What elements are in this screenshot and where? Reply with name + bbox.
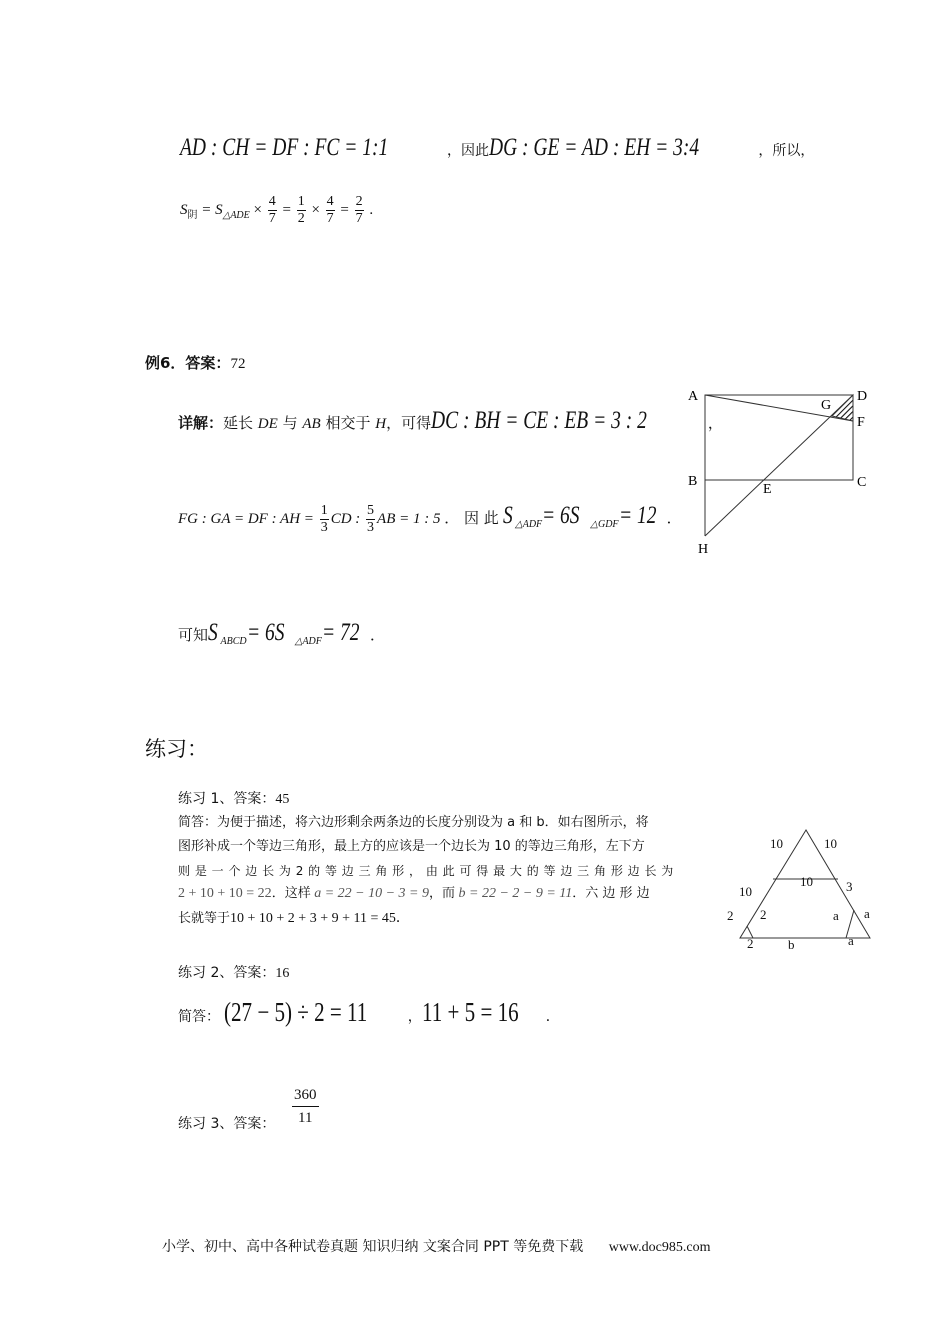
example6-detail-line1: 详解：延长 DE 与 AB 相交于 H，可得DC : BH = CE : EB = 3 : 2 ， (178, 404, 723, 438)
top-line1: AD : CH = DF : FC = 1:1 ，因此DG : GE = AD : EH = 3:4 ，所以， (180, 132, 814, 164)
example6-detail-line2: FG : GA = DF : AH = $\frac{1}{3}$ CD : $\frac{5}{3}$ AB = 1 : 5 ． 因 此 S $_{\triangle ADF}$= 6S $_{\triangle GDF}$= 12 ． (178, 502, 682, 536)
footer (162, 1236, 711, 1256)
label-c: C (857, 475, 867, 490)
fraction: $\frac{1}{2}$ (297, 194, 305, 227)
top-line2: $S_阴 = S_{\triangle ADE}$ × $\frac{4}{7}$ = $\frac{1}{2}$ × $\frac{4}{7}$ = $\frac{2}{7}$ . (180, 194, 374, 227)
ratio-dg-ge: DG : GE = AD : EH = 3:4 (489, 134, 700, 161)
practice1-heading: 练习 1、答案：45 (178, 791, 290, 807)
ratio-ad-ch: AD : CH = DF : FC = 1:1 (180, 134, 389, 161)
example6-detail-line3: 可知S $_{ABCD}$= 6S $_{\triangle ADF}$= 72 ． (178, 619, 386, 647)
practice3-heading: 练习 3、答案： (178, 1116, 276, 1132)
example6-heading: 例6．答案：72 (145, 354, 246, 372)
practice1-line4: 2 + 10 + 10 = 22．这样 a = 22 − 10 − 3 = 9，而 b = 22 − 2 − 9 = 11．六 边 形 边 (178, 886, 650, 901)
label-mid-10: 10 (800, 874, 813, 889)
label-g: G (821, 398, 832, 413)
ratio-dc-bh: DC : BH = CE : EB = 3 : 2 (431, 407, 647, 434)
fraction: $\frac{4}{7}$ (326, 194, 334, 227)
practice3-fraction: 360 11 (292, 1084, 319, 1129)
label-h: H (698, 542, 709, 557)
label-bottom-a: a (848, 933, 854, 948)
label-bottom-2: 2 (747, 936, 754, 951)
fraction: $\frac{2}{7}$ (355, 194, 363, 227)
label-right-a-inner: a (833, 908, 839, 923)
shaded-triangle-gdf (832, 395, 853, 421)
rectangle-figure (680, 380, 880, 570)
practice2-brief: 简答： (27 − 5) ÷ 2 = 11 ，11 + 5 = 16 ． (178, 997, 560, 1027)
label-left-2-outer: 2 (727, 908, 734, 923)
label-e: E (763, 482, 772, 497)
label-right-3: 3 (846, 879, 853, 894)
label-top-right-10: 10 (824, 836, 837, 851)
label-d: D (857, 389, 868, 404)
triangle-figure (720, 820, 880, 955)
practice-title: 练习： (145, 737, 208, 761)
fraction: $\frac{1}{3}$ (320, 503, 328, 536)
practice1-line5: 长就等于10 + 10 + 2 + 3 + 9 + 11 = 45． (178, 910, 410, 926)
practice2-heading: 练习 2、答案：16 (178, 965, 290, 981)
footer-text: 小学、初中、高中各种试卷真题 知识归纳 文案合同 PPT 等免费下载 (162, 1239, 584, 1255)
fraction: $\frac{4}{7}$ (268, 194, 276, 227)
label-b: B (688, 474, 698, 489)
practice1-line3: 则 是 一 个 边 长 为 2 的 等 边 三 角 形 ， 由 此 可 得 最 大 的 等 边 三 角 形 边 长 为 (178, 864, 674, 878)
label-f: F (857, 415, 865, 430)
line-dh (705, 395, 853, 536)
label-left-2-inner: 2 (760, 907, 767, 922)
label-bottom-b: b (788, 937, 795, 952)
label-right-a-outer: a (864, 906, 870, 921)
practice1-line2: 图形补成一个等边三角形，最上方的应该是一个边长为 10 的等边三角形，左下方 (178, 839, 645, 854)
label-a: A (688, 389, 699, 404)
label-left-10: 10 (739, 884, 752, 899)
footer-url[interactable]: www.doc985.com (608, 1240, 711, 1255)
fraction: $\frac{5}{3}$ (367, 503, 375, 536)
practice1-line1: 简答：为便于描述，将六边形剩余两条边的长度分别设为 a 和 b．如右图所示，将 (178, 815, 649, 830)
label-top-left-10: 10 (770, 836, 783, 851)
